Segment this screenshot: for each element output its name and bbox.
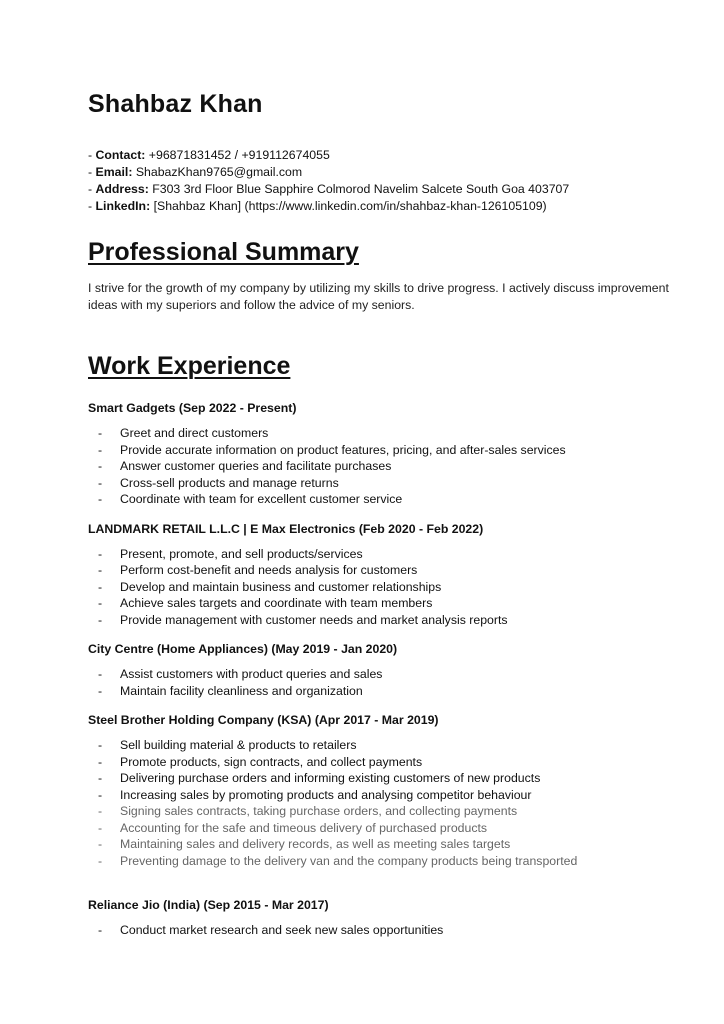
- contact-row-address: [88, 181, 688, 198]
- contact-row-phone: [88, 147, 688, 164]
- job-title: LANDMARK RETAIL L.L.C | E Max Electronics (Feb 2020 - Feb 2022): [88, 521, 484, 536]
- dash: -: [88, 148, 96, 162]
- resume-page: [88, 84, 688, 939]
- contact-row-linkedin: [88, 198, 688, 215]
- list-item: - Achieve sales targets and coordinate with team members: [88, 595, 688, 612]
- contact-block: [88, 147, 688, 215]
- job-title: Steel Brother Holding Company (KSA) (Apr 2017 - Mar 2019): [88, 713, 439, 727]
- summary-text: I strive for the growth of my company by utilizing my skills to drive progress. I actively discuss improvement ideas with my superiors and follow the advice of my seniors.: [88, 281, 669, 312]
- contact-label: Email:: [95, 165, 133, 179]
- list-item: - Accounting for the safe and timeous delivery of purchased products: [88, 820, 688, 837]
- dash: -: [88, 182, 96, 196]
- list-item: - Preventing damage to the delivery van and the company products being transported: [88, 853, 688, 870]
- list-item: - Conduct market research and seek new sales opportunities: [88, 922, 688, 939]
- contact-value: +96871831452 / +919112674055: [145, 148, 330, 162]
- list-item: - Assist customers with product queries and sales: [88, 666, 688, 683]
- job-duties: [88, 666, 688, 699]
- list-item: - Answer customer queries and facilitate purchases: [88, 458, 688, 475]
- work-heading: Work Experience: [88, 352, 291, 380]
- job-duties: [88, 922, 688, 939]
- job-entry: [88, 712, 688, 869]
- list-item: - Provide management with customer needs and market analysis reports: [88, 612, 688, 629]
- job-duties: [88, 546, 688, 629]
- contact-label: LinkedIn:: [95, 199, 151, 213]
- list-item: - Maintain facility cleanliness and organization: [88, 683, 688, 700]
- job-entry: [88, 641, 688, 699]
- job-duties: [88, 425, 688, 508]
- job-entry: [88, 400, 688, 508]
- list-item: - Maintaining sales and delivery records, as well as meeting sales targets: [88, 836, 688, 853]
- list-item: - Provide accurate information on product features, pricing, and after-sales services: [88, 442, 688, 459]
- job-duties-secondary: [88, 803, 688, 869]
- job-title: Reliance Jio (India) (Sep 2015 - Mar 2017): [88, 898, 329, 912]
- candidate-name: Shahbaz Khan: [88, 90, 263, 118]
- list-item: - Cross-sell products and manage returns: [88, 475, 688, 492]
- summary-heading: Professional Summary: [88, 238, 359, 266]
- list-item: - Present, promote, and sell products/services: [88, 546, 688, 563]
- contact-row-email: [88, 164, 688, 181]
- job-title: City Centre (Home Appliances) (May 2019 - Jan 2020): [88, 642, 398, 656]
- job-duties: [88, 737, 688, 803]
- list-item: - Signing sales contracts, taking purchase orders, and collecting payments: [88, 803, 688, 820]
- job-title: Smart Gadgets (Sep 2022 - Present): [88, 401, 297, 415]
- dash: -: [88, 165, 96, 179]
- job-entry: [88, 897, 688, 939]
- list-item: - Develop and maintain business and customer relationships: [88, 579, 688, 596]
- list-item: - Greet and direct customers: [88, 425, 688, 442]
- contact-value: [Shahbaz Khan] (https://www.linkedin.com/in/shahbaz-khan-126105109): [150, 199, 547, 213]
- list-item: - Perform cost-benefit and needs analysis for customers: [88, 562, 688, 579]
- list-item: - Sell building material & products to retailers: [88, 737, 688, 754]
- job-entry: [88, 521, 688, 629]
- contact-label: Address:: [95, 182, 149, 196]
- job-list: [88, 400, 688, 939]
- contact-value: F303 3rd Floor Blue Sapphire Colmorod Navelim Salcete South Goa 403707: [148, 182, 570, 196]
- list-item: - Increasing sales by promoting products and analysing competitor behaviour: [88, 787, 688, 804]
- contact-value: ShabazKhan9765@gmail.com: [132, 165, 303, 179]
- dash: -: [88, 199, 96, 213]
- contact-label: Contact:: [95, 148, 146, 162]
- list-item: - Coordinate with team for excellent customer service: [88, 491, 688, 508]
- list-item: - Delivering purchase orders and informing existing customers of new products: [88, 770, 688, 787]
- list-item: - Promote products, sign contracts, and collect payments: [88, 754, 688, 771]
